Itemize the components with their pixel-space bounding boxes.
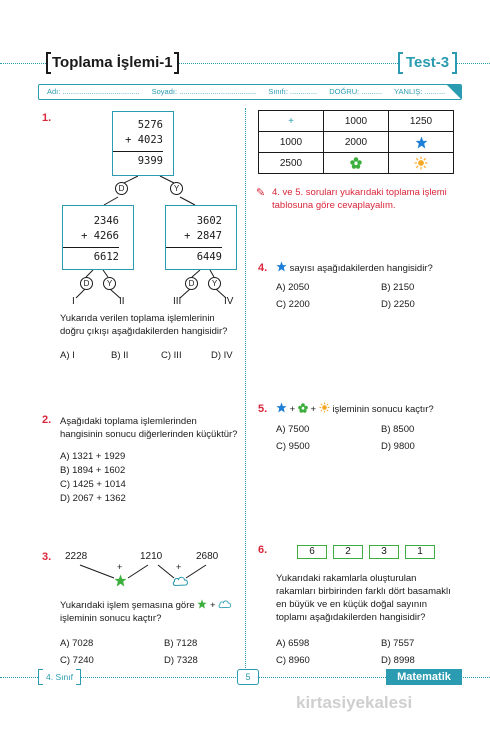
q1-marker-d: D: [115, 182, 128, 195]
subject-label: Matematik: [386, 669, 462, 685]
q1-roman-3: III: [173, 296, 182, 307]
q3-option-c[interactable]: C) 7240: [60, 655, 94, 666]
q6-digit-2: 2: [333, 545, 363, 559]
q4-option-a[interactable]: A) 2050: [276, 282, 310, 293]
name-field[interactable]: Adı: .....................................: [47, 87, 140, 96]
q4-text: sayısı aşağıdakilerden hangisidir?: [276, 261, 433, 275]
correct-field[interactable]: DOĞRU: ..........: [329, 87, 383, 96]
q6-option-b[interactable]: B) 7557: [381, 638, 415, 649]
orange-sun-icon: [319, 402, 330, 413]
table-note: 4. ve 5. soruları yukarıdaki toplama işlemi tablosuna göre cevaplayalım.: [272, 187, 447, 211]
q5-option-b[interactable]: B) 8500: [381, 424, 415, 435]
q3-option-a[interactable]: A) 7028: [60, 638, 94, 649]
table-col-header-1: 1000: [324, 111, 389, 132]
q1-right-addition: 3602 + 2847 6449: [165, 205, 237, 270]
q4-option-d[interactable]: D) 2250: [381, 299, 415, 310]
q3-number-2: 1210: [140, 551, 163, 562]
q3-plus-1: +: [117, 562, 123, 572]
q6-option-a[interactable]: A) 6598: [276, 638, 310, 649]
q1-leaf-y2: Y: [208, 277, 221, 290]
orange-sun-icon: [414, 156, 428, 170]
q5-option-c[interactable]: C) 9500: [276, 441, 310, 452]
blue-star-icon: [276, 402, 287, 413]
green-star-icon: [114, 574, 127, 587]
q3-option-b[interactable]: B) 7128: [164, 638, 198, 649]
grade-label: 4. Sınıf: [38, 669, 81, 685]
question-2-number: 2.: [42, 414, 52, 426]
q1-option-a[interactable]: A) I: [60, 350, 75, 361]
table-cell-1-1: 2000: [324, 132, 389, 153]
info-corner-decoration: [447, 85, 461, 99]
q2-text: Aşağıdaki toplama işlemlerinden hangisinin sonucu diğerlerinden küçüktür?: [60, 416, 238, 440]
q1-top-addition: 5276 + 4023 9399: [112, 111, 174, 176]
q2-option-d[interactable]: D) 2067 + 1362: [60, 493, 126, 504]
green-flower-icon: [350, 157, 362, 169]
q6-digit-3: 3: [369, 545, 399, 559]
q1-roman-2: II: [119, 296, 125, 307]
blue-cloud-icon: [172, 575, 189, 587]
question-4-number: 4.: [258, 262, 268, 274]
q4-option-c[interactable]: C) 2200: [276, 299, 310, 310]
question-5-number: 5.: [258, 403, 268, 415]
column-separator: [245, 108, 246, 668]
q6-text: Yukarıdaki rakamlarla oluşturulan rakamları birbirinden farklı dört basamaklı en büyük ve en küçük doğal sayının toplamı aşağıdakilerden hangisidir?: [276, 573, 451, 623]
q2-option-c[interactable]: C) 1425 + 1014: [60, 479, 126, 490]
q1-leaf-d2: D: [185, 277, 198, 290]
watermark-text: kirtasiyekalesi: [296, 693, 413, 712]
wrong-field[interactable]: YANLIŞ: ..........: [394, 87, 446, 96]
q2-option-b[interactable]: B) 1894 + 1602: [60, 465, 126, 476]
q1-marker-y: Y: [170, 182, 183, 195]
table-corner: +: [259, 111, 324, 132]
question-6-number: 6.: [258, 544, 268, 556]
q3-number-3: 2680: [196, 551, 219, 562]
q6-option-d[interactable]: D) 8998: [381, 655, 415, 666]
green-flower-icon: [298, 403, 308, 413]
q3-option-d[interactable]: D) 7328: [164, 655, 198, 666]
q1-roman-1: I: [72, 296, 75, 307]
page-number: 5: [237, 669, 259, 685]
table-row-header-1: 1000: [259, 132, 324, 153]
table-cell-2-2: [389, 153, 454, 174]
q1-leaf-y1: Y: [103, 277, 116, 290]
table-row-header-2: 2500: [259, 153, 324, 174]
class-field[interactable]: Sınıfı: .............: [268, 87, 318, 96]
test-label: Test-3: [398, 52, 457, 74]
q1-option-d[interactable]: D) IV: [211, 350, 233, 361]
q6-option-c[interactable]: C) 8960: [276, 655, 310, 666]
q3-schema-lines: [0, 0, 245, 600]
q3-number-1: 2228: [65, 551, 88, 562]
blue-star-icon: [276, 261, 287, 272]
q1-leaf-d1: D: [80, 277, 93, 290]
addition-table: [258, 110, 454, 174]
blue-cloud-icon: [218, 599, 232, 609]
table-cell-1-2: [389, 132, 454, 153]
q6-digit-4: 1: [405, 545, 435, 559]
question-3-number: 3.: [42, 551, 52, 563]
q2-option-a[interactable]: A) 1321 + 1929: [60, 451, 126, 462]
table-cell-2-1: [324, 153, 389, 174]
q5-option-d[interactable]: D) 9800: [381, 441, 415, 452]
q1-text: Yukarıda verilen toplama işlemlerinin doğru çıkışı aşağıdakilerden hangisidir?: [60, 313, 228, 337]
q1-left-addition: 2346 + 4266 6612: [62, 205, 134, 270]
blue-star-icon: [415, 136, 428, 149]
q4-option-b[interactable]: B) 2150: [381, 282, 415, 293]
q1-option-c[interactable]: C) III: [161, 350, 182, 361]
page-title: Toplama İşlemi-1: [46, 52, 179, 74]
green-star-icon: [197, 599, 207, 609]
q5-text: + + işleminin sonucu kaçtır?: [276, 402, 434, 416]
q6-digit-1: 6: [297, 545, 327, 559]
q1-roman-4: IV: [224, 296, 234, 307]
pencil-icon: ✎: [256, 187, 266, 199]
q5-option-a[interactable]: A) 7500: [276, 424, 310, 435]
question-1-number: 1.: [42, 112, 52, 124]
q3-plus-2: +: [176, 562, 182, 572]
surname-field[interactable]: Soyadı: .....................................: [151, 87, 257, 96]
q1-option-b[interactable]: B) II: [111, 350, 129, 361]
q3-text-line1: Yukarıdaki işlem şemasına göre +: [60, 599, 232, 612]
q3-text-line2: işleminin sonucu kaçtır?: [60, 613, 162, 624]
table-col-header-2: 1250: [389, 111, 454, 132]
